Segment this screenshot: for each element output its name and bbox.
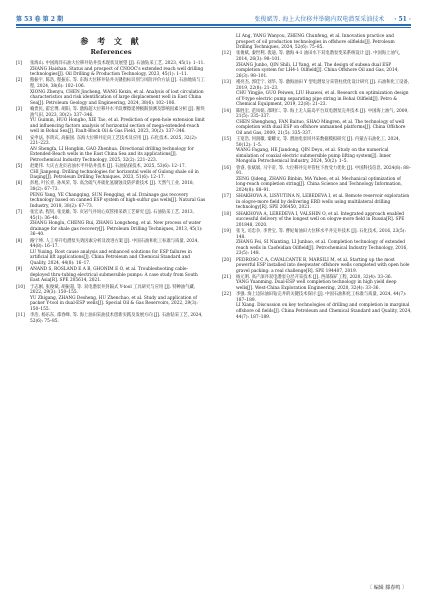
reference-text: 喻贵民, 霍宏博, 胡阳, 等. 渤海超大位移井水平段摩擦延伸极限预测及影响因素分析 [J]. 断块油气田, 2023, 30(2): 337–346.	[30, 106, 205, 118]
running-title: 张俊斌等. 海上大位移井举砌内双电潜泵采油技术	[254, 16, 385, 23]
reference-translation: PENG Yang, YE Changqing, SUN Fengqing, et al. Drainage gas recovery technology based on canned ESP system of high-sulfur gas wells[J]. Natural Gas Industry, 2018, 38(2): 67–73.	[30, 192, 206, 209]
reference-number: [3]	[16, 106, 23, 112]
reference-text: 曾睿, 张斌斌, 马宇帝, 等. 大位移井完井管柱下放受力优化 [J]. 中国科技信息, 2024(8): 88–91.	[236, 165, 411, 177]
reference-translation: ZENG Qideng, ZHANG Binbin, MA Yuben, et al. Mechanical optimization of long-reach completion string[J]. China Science and Technology Information, 2024(8): 88–91.	[236, 176, 403, 193]
reference-translation: YANG Yuanming. Dual-ESP well completion technology in high yield deep wells[J]. West-China Exploration Engineering, 2020, 32(4): 33–36.	[236, 280, 397, 292]
reference-text: 陈胜宏, 范凤娟, 邵明仁, 等. 海上无人陆岛平台双电潜泵完井技术 [J]. 中国海上油气, 2009, 21(5): 335–337.	[236, 108, 409, 120]
reference-body	[30, 181, 206, 209]
reference-translation: LU Yuxing. Root cause analysis and enhanced solutions for ESP failures in artificial lift applications[J]. China Petroleum and Chemical Standard and Quality, 2024, 44(8): 16–17.	[30, 249, 192, 266]
header-rule	[16, 24, 411, 26]
reference-number: [21]	[222, 274, 231, 280]
reference-translation: ZHANG Junbo, QIN Shili, LI Yang, et al. The design of subsea dual ESP completion system for LH4-1 Oilfield[J]. China Offshore Oil and Gas, 2014, 26(3): 98–101.	[236, 62, 399, 79]
reference-number: [8]	[16, 238, 23, 244]
reference-translation: ZHANG Fei, SI Nianting, LI Junbao, et al. Completion technology of extended reach wells in Caofeidian Oilfield[J]. Petrochemical Industry Technology, 2016, 23(5): 148.	[236, 240, 408, 257]
reference-entry	[222, 194, 412, 211]
reference-text: 王宽浩, 何润徽, 秦耀文, 等. 潜油电泵同井采数据模拟研究 [J]. 内蒙古石油化工, 2024, 50(12): 1–5.	[236, 137, 401, 148]
reference-entry	[222, 109, 412, 137]
reference-translation: WANG Fagang, HE Jiandong, QIN Deyu, et al. Study on the numerical simulation of coaxial electric submersible pump lifting system[J]. Inner Mongolia Petrochemical Industry, 2024, 50(2): 1–5.	[236, 148, 392, 165]
reference-entry	[16, 164, 206, 181]
reference-text: 熊振宇, 陈浩, 程振东, 等. 东海大位移井钻井关键指标识别与风险评价方法 [J]. 石油地质与工程, 2024, 38(6): 102–106.	[30, 78, 205, 89]
reference-number: [2]	[16, 78, 23, 84]
reference-number: [15]	[222, 137, 231, 143]
reference-text: 安申法, 李鸿宾, 高振国. 东海大位移井定向工艺技术及应用 [J]. 石化技术, 2025, 32(2): 221–223.	[30, 135, 198, 147]
reference-text: 张俊斌, 秦世利, 裴迪, 等. 渤海 4-1 油田水下双电潜泵变采系统设计 [J]. 中国海上油气, 2014, 26(3): 98–101.	[236, 51, 401, 62]
reference-entry	[222, 51, 412, 79]
references-left-column	[16, 34, 206, 325]
reference-entry	[16, 313, 206, 324]
reference-body	[30, 78, 206, 106]
reference-body	[30, 107, 206, 135]
reference-number: [5]	[16, 164, 23, 170]
references-right-column	[222, 34, 412, 321]
reference-number: [19]	[222, 228, 231, 234]
editor-note: 〔 编辑 滕春鸣 〕	[367, 585, 407, 591]
reference-body	[236, 109, 412, 137]
reference-number: [10]	[16, 284, 25, 290]
references-title-en: References	[90, 48, 132, 56]
reference-entry	[16, 285, 206, 313]
references-title-zh: 参 考 文 献	[80, 36, 142, 46]
reference-body	[236, 194, 412, 211]
reference-number: [14]	[222, 108, 231, 114]
reference-number: [6]	[16, 181, 23, 187]
reference-body	[236, 137, 412, 165]
reference-entry	[16, 210, 206, 238]
reference-entry	[16, 267, 206, 284]
reference-entry	[16, 78, 206, 106]
reference-body	[236, 292, 412, 320]
reference-body	[30, 61, 206, 78]
reference-body	[236, 275, 412, 292]
reference-number	[222, 34, 236, 51]
reference-text: 李强. 海上边际油田钻完井的关键技术探讨 [J]. 中国石油和化工标准与质量, 2024, 44(7): 187–189.	[236, 292, 407, 303]
reference-entry	[222, 212, 412, 229]
reference-number: [4]	[16, 135, 23, 141]
reference-body	[236, 34, 412, 51]
reference-entry	[222, 258, 412, 275]
reference-text: 李浩, 杨乐东, 邵春峰, 等. 海上油田采油技术创新实践及发展方向 [J]. 石油钻采工艺, 2024, 52(6): 75–85.	[30, 313, 203, 324]
reference-body	[236, 229, 412, 257]
reference-body	[30, 136, 206, 164]
running-header	[16, 9, 411, 23]
reference-body	[236, 258, 412, 275]
reference-text: SHAKHOVA A, LISYUTINA N, LEBEDEVA I, et al. Remote reservoir exploration in ologve-more field by delivering ERD wells using multilateral drilling technology[R]. SPE 206450, 2021.	[236, 194, 410, 211]
reference-number: [1]	[16, 61, 23, 66]
reference-body	[30, 164, 206, 181]
reference-text: ANAND S, ROSLAND E A B, GHONIM E O, et al. Troubleshooting cable-deployed thru-tubing electrical submersible pumps: A case study from South East Asia[R]. SPE 205614, 2021.	[30, 267, 198, 284]
reference-body	[30, 313, 206, 324]
reference-number: [18]	[222, 211, 231, 217]
reference-translation: ZHANG Haishan. Status and prospect of CNOOC's extended reach well drilling technologies[J]. Oil Drilling & Production Technology, 2023, 45(1): 1–11.	[30, 66, 204, 78]
reference-translation: XIONG Zhenyu, CHEN Jincheng, WANG Kexin, et al. Analysis of lost circulation characteristics and risk identification of large displacement well in East China Sea[J]. Petroleum Geology and Engineering, 2024, 38(6): 102–106.	[30, 89, 204, 106]
reference-translation: CHEN Shenghong, FAN Baituo, SHAO Mingren, et al. The technology of well completion with dual ESP on offshore unmanned platforms[J]. China Offshore Oil and Gas, 2009, 21(5): 335–337.	[236, 119, 406, 136]
reference-entry	[222, 166, 412, 194]
reference-number: [7]	[16, 210, 23, 215]
reference-body	[30, 239, 206, 267]
reference-number: [9]	[16, 267, 23, 273]
header-rule-thin	[16, 27, 411, 28]
reference-body	[30, 285, 206, 313]
reference-number: [12]	[222, 51, 231, 57]
reference-list-left	[16, 61, 206, 324]
reference-body	[236, 80, 412, 108]
reference-translation: LI Xiang. Discussion on key technologies of drilling and completion in marginal offshore oil fields[J]. China Petroleum and Chemical Standard and Quality, 2024, 44(7): 187–189.	[236, 303, 412, 320]
reference-entry	[222, 275, 412, 292]
reference-entry	[222, 137, 412, 165]
reference-translation: YU Zhigang, ZHANG Desheng, HU Zhenchao, et al. Study and application of packer Y-tool in dual-ESP wells[J]. Special Oil & Gas Reservoirs, 2022, 29(3): 150–155.	[30, 295, 198, 312]
reference-text: 彭旭, 叶长青, 孙凤荣, 等. 高含硫气井硫化氢腐蚀及防护新技术 [J]. 天然气工业, 2018, 38(2): 67–73.	[30, 181, 195, 193]
reference-entry	[16, 239, 206, 267]
reference-translation: ZHANG Honglu, CHENG Rui, ZHANG Longsheng, et al. New process of water drainage for shale gas recovery[J]. Petroleum Drilling Techniques, 2013, 45(1): 36–40.	[30, 221, 203, 238]
reference-number: [22]	[222, 292, 231, 298]
reference-entry	[16, 61, 206, 78]
reference-translation: YU Guimin, HUO Hongbo, XIE Tao, et al. Prediction of open-hole extension limit and influencing factors analysis of horizontal section of mega-extended-reach well in Bohai Sea[J]. Fault-Block Oil & Gas Field, 2023, 30(2): 337–346.	[30, 118, 205, 135]
reference-text: 褚亮杰, 郭佳宁, 刘华, 等. 渤海油田 Y 型电潜泵分采管柱优化设计研究 [J]. 石油和化工设备, 2019, 22(8): 21–23.	[236, 79, 410, 91]
reference-entry	[222, 292, 412, 320]
reference-translation: CHU Yingjie, GUO Peiwen, LIU Huawei, et al. Research on optimization design of Y-type electric pump separating pipe string in Bohai Oilfield[J]. Petro & Chemical Equipment, 2019, 22(8): 21–23.	[236, 91, 409, 108]
reference-text: SHAKHOVA A, LEBEDEVA I, VALSHIN O, et al. Integrated approach enabled successful delivery of the longest well on ologve-more field in Russia[R]. SPE 201848, 2020.	[236, 211, 405, 228]
reference-text: 张飞, 司忠争, 李世宝, 等. 曹妃甸油田大位移水平井完井技术 [J]. 石化技术, 2016, 23(5): 148.	[236, 228, 406, 240]
reference-entry	[16, 181, 206, 209]
reference-number: [17]	[222, 194, 231, 200]
reference-body	[236, 51, 412, 79]
reference-entry	[222, 34, 412, 51]
reference-text: 张宏录, 程钊, 张龙雄, 等. 页岩气井同心双管排采新工艺研究 [J]. 石油钻采工艺, 2013, 45(1): 36–40.	[30, 210, 195, 221]
reference-translation: LI Ang, YANG Wanyou, ZHENG Chunfeng, et al. Innovation practice and prospect of oil production technologies in offshore oilfields[J]. Petroleum Drilling Techniques, 2024, 52(6): 75–85.	[236, 34, 395, 51]
reference-entry	[16, 107, 206, 135]
reference-number: [20]	[222, 257, 231, 263]
reference-text: 赵建伟. 大庆古龙页岩油水平井钻井技术 [J]. 石油钻探技术, 2025, 53(6): 12–17.	[30, 164, 186, 170]
reference-body	[236, 166, 412, 194]
reference-translation: CHI Jianpeng. Drilling technologies for horizontal wells of Gulong shale oil in Daqing[J]. Petroleum Drilling Techniques, 2023, 51(6): 12–17.	[30, 169, 199, 181]
reference-entry	[222, 80, 412, 108]
reference-text: PEDROSO C A, CAVALCANTE B, MARSILI M, et al. Starting up the most powerful ESP installed into deepwater offshore wells completed with open hole gravel packing: a real challenge[R]. SPE 194407, 2019.	[236, 257, 410, 274]
reference-text: 杨元明. 高产深井双电潜泵分层开采技术 [J]. 西部探矿工程, 2020, 32(4): 33–36.	[236, 274, 392, 280]
reference-body	[236, 212, 412, 229]
reference-text: 路宁坤. 人工举升电潜泵失效因素分析及改进方案 [J]. 中国石油和化工标准与质量, 2024, 44(8): 16–17.	[30, 238, 199, 250]
journal-issue: 第 53 卷 第 2 期	[16, 16, 63, 23]
page-number: · 51 ·	[394, 16, 411, 23]
reference-list-right	[222, 34, 412, 320]
reference-entry	[222, 229, 412, 257]
reference-body	[30, 267, 206, 284]
reference-translation: AN Shengfa, LI Hongbin, GAO Zhenhua. Directional drilling technology for Extended-Reach wells in the East China Sea and its applications[J]. Petrochemical Industry Technology, 2025, 32(2): 221–223.	[30, 146, 194, 163]
reference-number: [13]	[222, 79, 231, 85]
reference-entry	[16, 136, 206, 164]
reference-number: [16]	[222, 165, 231, 171]
reference-text: 于志刚, 张俊斌, 胡振超, 等. 双电潜泵井封隔式 Y-tool 工具研究与应用 [J]. 特种油气藏, 2022, 29(3): 150–155.	[30, 284, 196, 296]
reference-text: 张海山. 中国海洋石油大位移井钻井技术现状及展望 [J]. 石油钻采工艺, 2023, 45(1): 1–11.	[30, 61, 205, 66]
reference-number: [11]	[16, 313, 25, 319]
reference-body	[30, 210, 206, 238]
